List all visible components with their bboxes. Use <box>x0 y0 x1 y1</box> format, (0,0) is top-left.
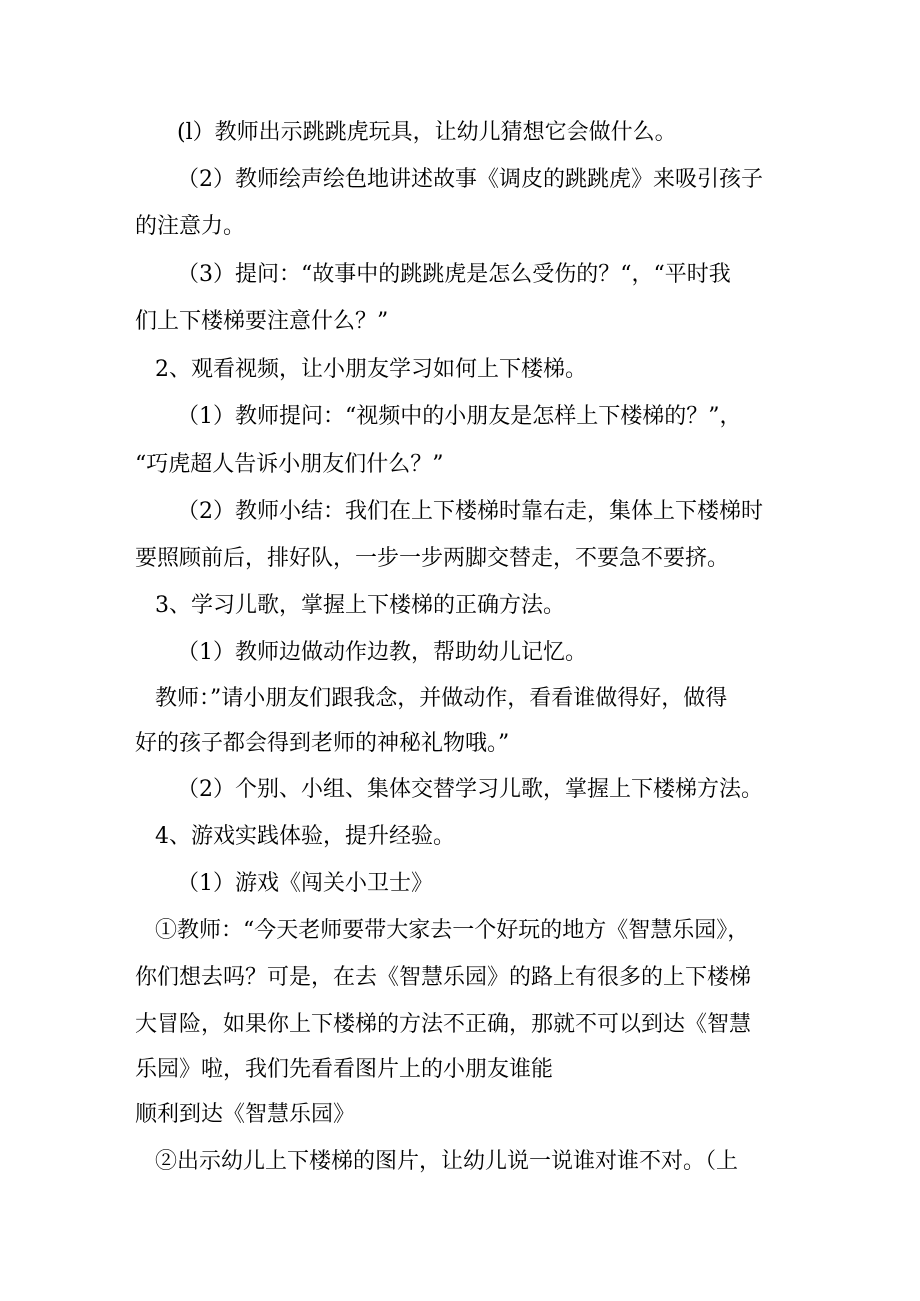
text-line: (l）教师出示跳跳虎玩具，让幼儿猜想它会做什么。 <box>177 120 677 145</box>
text-line: 教师：”请小朋友们跟我念，并做动作，看看谁做得好，做得 <box>155 686 728 711</box>
text-line: ②出示幼儿上下楼梯的图片，让幼儿说一说谁对谁不对。（上 <box>155 1149 739 1174</box>
text-line: 要照顾前后，排好队，一步一步两脚交替走，不要急不要挤。 <box>135 546 730 571</box>
text-line: ①教师：“今天老师要带大家去一个好玩的地方《智慧乐园》， <box>155 918 750 943</box>
text-line: （1）教师边做动作边教，帮助幼儿记忆。 <box>177 640 587 665</box>
text-line: （2）教师绘声绘色地讲述故事《调皮的跳跳虎》来吸引孩子 <box>177 167 763 192</box>
text-line: 们上下楼梯要注意什么？” <box>135 309 389 334</box>
text-line: 好的孩子都会得到老师的神秘礼物哦。” <box>135 731 510 756</box>
text-line: （3）提问：“故事中的跳跳虎是怎么受伤的？“，“平时我 <box>177 262 731 287</box>
text-line: 的注意力。 <box>135 214 246 239</box>
text-line: 乐园》啦，我们先看看图片上的小朋友谁能 <box>135 1057 554 1082</box>
text-line: （1）游戏《闯关小卫士》 <box>177 871 433 896</box>
text-line: 大冒险，如果你上下楼梯的方法不正确，那就不可以到达《智慧 <box>135 1012 752 1037</box>
text-line: 你们想去吗？可是，在去《智慧乐园》的路上有很多的上下楼梯 <box>135 965 752 990</box>
text-line: 顺利到达《智慧乐园》 <box>135 1102 356 1127</box>
text-line: “巧虎超人告诉小朋友们什么？” <box>135 452 444 477</box>
text-line: 2、观看视频，让小朋友学习如何上下楼梯。 <box>155 357 587 382</box>
text-line: （2）教师小结：我们在上下楼梯时靠右走，集体上下楼梯时 <box>177 499 763 524</box>
text-line: （2）个别、小组、集体交替学习儿歌，掌握上下楼梯方法。 <box>177 777 763 802</box>
text-line: 3、学习儿歌，掌握上下楼梯的正确方法。 <box>155 593 565 618</box>
text-line: （1）教师提问：“视频中的小朋友是怎样上下楼梯的？”， <box>177 404 742 429</box>
text-line: 4、游戏实践体验，提升经验。 <box>155 824 455 849</box>
